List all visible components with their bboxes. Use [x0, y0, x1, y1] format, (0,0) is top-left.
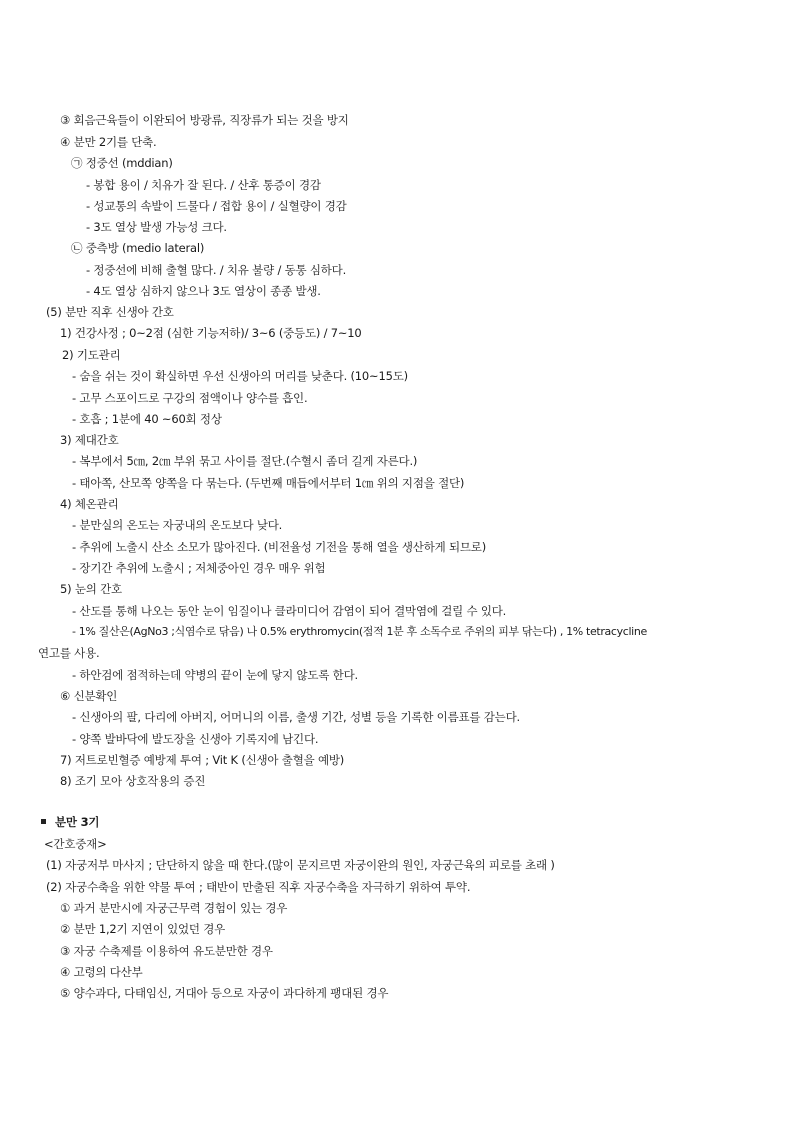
text-line: - 신생아의 팔, 다리에 아버지, 어머니의 이름, 출생 기간, 성별 등을 기록한 이름표를 감는다. — [72, 710, 520, 724]
text-line: - 호흡 ; 1분에 40 ~60회 정상 — [72, 412, 222, 426]
text-line: ③ 회음근육들이 이완되어 방광류, 직장류가 되는 것을 방지 — [60, 113, 349, 127]
text-line: 3) 제대간호 — [60, 433, 119, 447]
text-line: - 3도 열상 발생 가능성 크다. — [86, 220, 227, 234]
text-line: - 숨을 쉬는 것이 확실하면 우선 신생아의 머리를 낮춘다. (10~15도) — [72, 369, 408, 383]
section-title-text: 분만 3기 — [55, 815, 100, 829]
text-line: - 정중선에 비해 출혈 많다. / 치유 불량 / 동통 심하다. — [86, 263, 347, 277]
section-title — [41, 814, 99, 830]
text-line: ① 과거 분만시에 자궁근무력 경험이 있는 경우 — [60, 901, 288, 915]
text-line: - 봉합 용이 / 치유가 잘 된다. / 산후 통증이 경감 — [86, 178, 321, 192]
text-line: 5) 눈의 간호 — [60, 582, 122, 596]
text-line: (1) 자궁저부 마사지 ; 단단하지 않을 때 한다.(많이 문지르면 자궁이완의 원인, 자궁근육의 피로를 초래 ) — [46, 858, 555, 872]
text-line: - 태아쪽, 산모쪽 양쪽을 다 묶는다. (두번째 매듭에서부터 1㎝ 위의 지점을 절단) — [72, 476, 465, 490]
text-line: - 하안검에 점적하는데 약병의 끝이 눈에 닿지 않도록 한다. — [72, 668, 358, 682]
text-line: <간호중재> — [44, 837, 107, 851]
text-line: 8) 조기 모아 상호작용의 증진 — [60, 774, 206, 788]
text-line: ④ 고령의 다산부 — [60, 965, 143, 979]
text-line: - 산도를 통해 나오는 동안 눈이 임질이나 클라미디어 감염이 되어 결막염에 걸릴 수 있다. — [72, 604, 507, 618]
section-heading: (5) 분만 직후 신생아 간호 — [46, 305, 174, 319]
text-line: ② 분만 1,2기 지연이 있었던 경우 — [60, 922, 226, 936]
text-line: - 추위에 노출시 산소 소모가 많아진다. (비전율성 기전을 통해 열을 생산하게 되므로) — [72, 540, 486, 554]
text-line: - 장기간 추위에 노출시 ; 저체중아인 경우 매우 위험 — [72, 561, 326, 575]
text-line: - 분만실의 온도는 자궁내의 온도보다 낮다. — [72, 518, 283, 532]
text-line: - 고무 스포이드로 구강의 점액이나 양수를 흡인. — [72, 391, 308, 405]
text-line: 4) 체온관리 — [60, 497, 119, 511]
text-line: 1) 건강사정 ; 0~2점 (심한 기능저하)/ 3~6 (중등도) / 7~10 — [60, 326, 362, 340]
text-line: - 4도 열상 심하지 않으나 3도 열상이 종종 발생. — [86, 284, 321, 298]
text-line: ⑤ 양수과다, 다태임신, 거대아 등으로 자궁이 과다하게 팽대된 경우 — [60, 986, 389, 1000]
text-line: (2) 자궁수축을 위한 약물 투여 ; 태반이 만출된 직후 자궁수축을 자극하기 위하여 투약. — [46, 880, 471, 894]
text-line: ⑥ 신분확인 — [60, 689, 118, 703]
text-line: - 성교통의 속발이 드물다 / 접합 용이 / 실혈량이 경감 — [86, 199, 347, 213]
text-line: ㉠ 정중선 (mddian) — [71, 156, 173, 170]
text-line: 2) 기도관리 — [62, 348, 121, 362]
text-line: - 1% 질산은(AgNo3 ;식염수로 닦음) 나 0.5% erythromycin(점적 1분 후 소독수로 주위의 피부 닦는다) , 1% tetracycline — [72, 625, 647, 638]
text-line: - 양쪽 발바닥에 발도장을 신생아 기록지에 남긴다. — [72, 732, 319, 746]
text-line: ④ 분만 2기를 단축. — [60, 135, 157, 149]
text-line: 연고를 사용. — [38, 646, 100, 660]
text-line: - 복부에서 5㎝, 2㎝ 부위 묶고 사이를 절단.(수혈시 좀더 길게 자른다.) — [72, 454, 418, 468]
text-line: 7) 저트로빈혈증 예방제 투여 ; Vit K (신생아 출혈을 예방) — [60, 753, 345, 767]
text-line: ③ 자궁 수축제를 이용하여 유도분만한 경우 — [60, 944, 273, 958]
text-line: ㉡ 중측방 (medio lateral) — [71, 241, 205, 255]
square-bullet-icon — [41, 819, 46, 824]
